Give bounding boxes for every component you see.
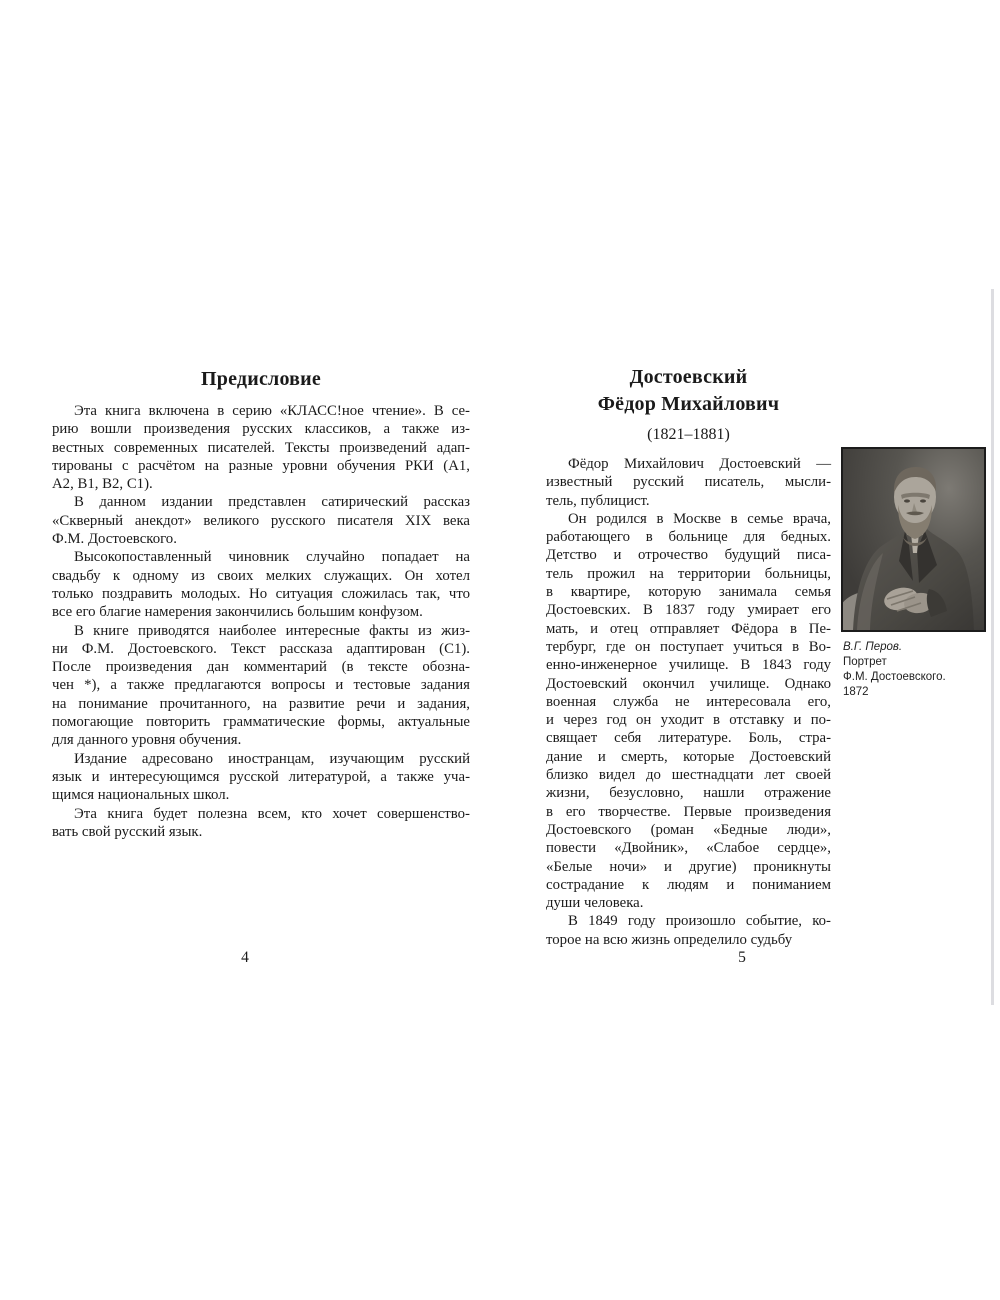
text-line: Ф.М. Достоевского. [52,531,177,548]
text-line: чен *), а также предлагаются вопросы и тестовые задания [52,677,470,694]
text-line: дание и смерть, которые Достоевский [546,748,831,765]
text-line: Эта книга включена в серию «КЛАСС!ное чтение». В се- [74,403,470,419]
caption-line: Портрет [843,656,887,668]
text-line: мать, и отец отправляет Фёдора в Пе- [546,620,831,637]
text-line: жизни, безусловно, нашли отражение [546,785,831,802]
dostoevsky-portrait-image [843,449,984,630]
caption-line: Ф.М. Достоевского. [843,671,946,683]
page-number-left: 4 [241,949,249,966]
text-line: тель прожил на территории больницы, [546,565,831,582]
text-line: ни Ф.М. Достоевского. Текст рассказа адаптирован (С1). [52,640,470,657]
text-line: сострадание к людям и пониманием [546,876,831,893]
text-line: свадьбу к одному из своих мелких служащих. Он хотел [52,567,470,584]
text-line: рию вошли произведения русских классиков, а также из- [52,421,470,438]
paragraph [52,622,470,750]
author-title-surname: Достоевский [629,366,748,388]
text-line: Достоевский окончил училище. Однако [546,675,831,692]
text-line: После произведения дан комментарий (в тексте обозна- [52,659,470,676]
preface-body [52,402,470,841]
right-page [546,364,831,949]
text-line: близко видел до шестнадцати лет своей [546,767,831,784]
text-line: на понимание прочитанного, на развитие речи и задания, [52,695,470,712]
text-line: В 1849 году произошло событие, ко- [568,913,831,930]
text-line: Детство и отрочество будущий писа- [546,547,831,564]
text-line: А2, В1, В2, С1). [52,476,153,493]
biography-body [546,455,831,949]
caption-year: 1872 [843,686,869,698]
text-line: в его творчестве. Первые произведения [546,803,831,820]
text-line: для данного уровня обучения. [52,732,242,749]
text-line: язык и интересующимся русской литературой, а также уча- [52,768,470,785]
paragraph [546,510,831,913]
text-line: работающего в больнице для бедных. [546,529,831,546]
paragraph [546,455,831,510]
text-line: свящает себя литературе. Боль, стра- [546,730,831,747]
left-page [52,366,470,841]
text-line: вестных современных писателей. Тексты произведений адап- [52,439,470,456]
page-number-right: 5 [738,949,746,966]
paragraph [52,493,470,548]
text-line: В данном издании представлен сатирический рассказ [74,494,470,511]
text-line: тербург, где он поступает учиться в Во- [546,638,831,655]
paragraph [52,402,470,493]
paragraph [52,805,470,842]
text-line: Высокопоставленный чиновник случайно попадает на [74,549,470,566]
text-line: Издание адресовано иностранцам, изучающим русский [74,750,470,767]
text-line: енно-инженерное училище. В 1843 году [546,657,831,674]
text-line: тированы с расчётом на разные уровни обучения РКИ (А1, [52,457,470,474]
portrait-caption [843,640,993,700]
text-line: и через год он уходит в отставку и по- [546,712,831,729]
text-line: Эта книга будет полезна всем, кто хочет совершенство- [74,805,470,822]
author-years: (1821–1881) [647,426,730,443]
text-line: щимся национальных школ. [52,787,230,804]
text-line: В книге приводятся наиболее интересные факты из жиз- [74,622,470,639]
text-line: в квартире, которую занимала семья [546,584,831,601]
text-line: только поздравить молодых. Но ситуация сложилась так, что [52,585,470,602]
page-edge-line [991,289,994,1005]
text-line: Достоевских. В 1837 году умирает его [546,602,831,619]
text-line: известный русский писатель, мысли- [546,474,831,491]
text-line: военная служба не интересовала его, [546,693,831,710]
text-line: все его благие намерения закончились большим конфузом. [52,604,423,621]
text-line: повести «Двойник», «Слабое сердце», [546,840,831,857]
caption-artist: В.Г. Перов. [843,641,903,653]
text-line: Фёдор Михайлович Достоевский — [568,456,831,472]
text-line: «Белые ночи» и другие) проникнуты [546,858,831,875]
text-line: торое на всю жизнь определило судьбу [546,931,793,948]
text-line: помогающие повторить грамматические формы, актуальные [52,714,470,731]
text-line: вать свой русский язык. [52,823,203,840]
text-line: тель, публицист. [546,492,650,509]
paragraph [52,548,470,621]
author-title-name: Фёдор Михайлович [597,393,780,415]
paragraph [546,912,831,949]
preface-title: Предисловие [201,368,321,390]
text-line: «Скверный анекдот» великого русского писателя XIX века [52,512,470,529]
portrait-figure [841,447,986,632]
text-line: души человека. [546,895,644,912]
text-line: Достоевского (роман «Бедные люди», [546,821,831,838]
paragraph [52,750,470,805]
text-line: Он родился в Москве в семье врача, [568,510,831,527]
